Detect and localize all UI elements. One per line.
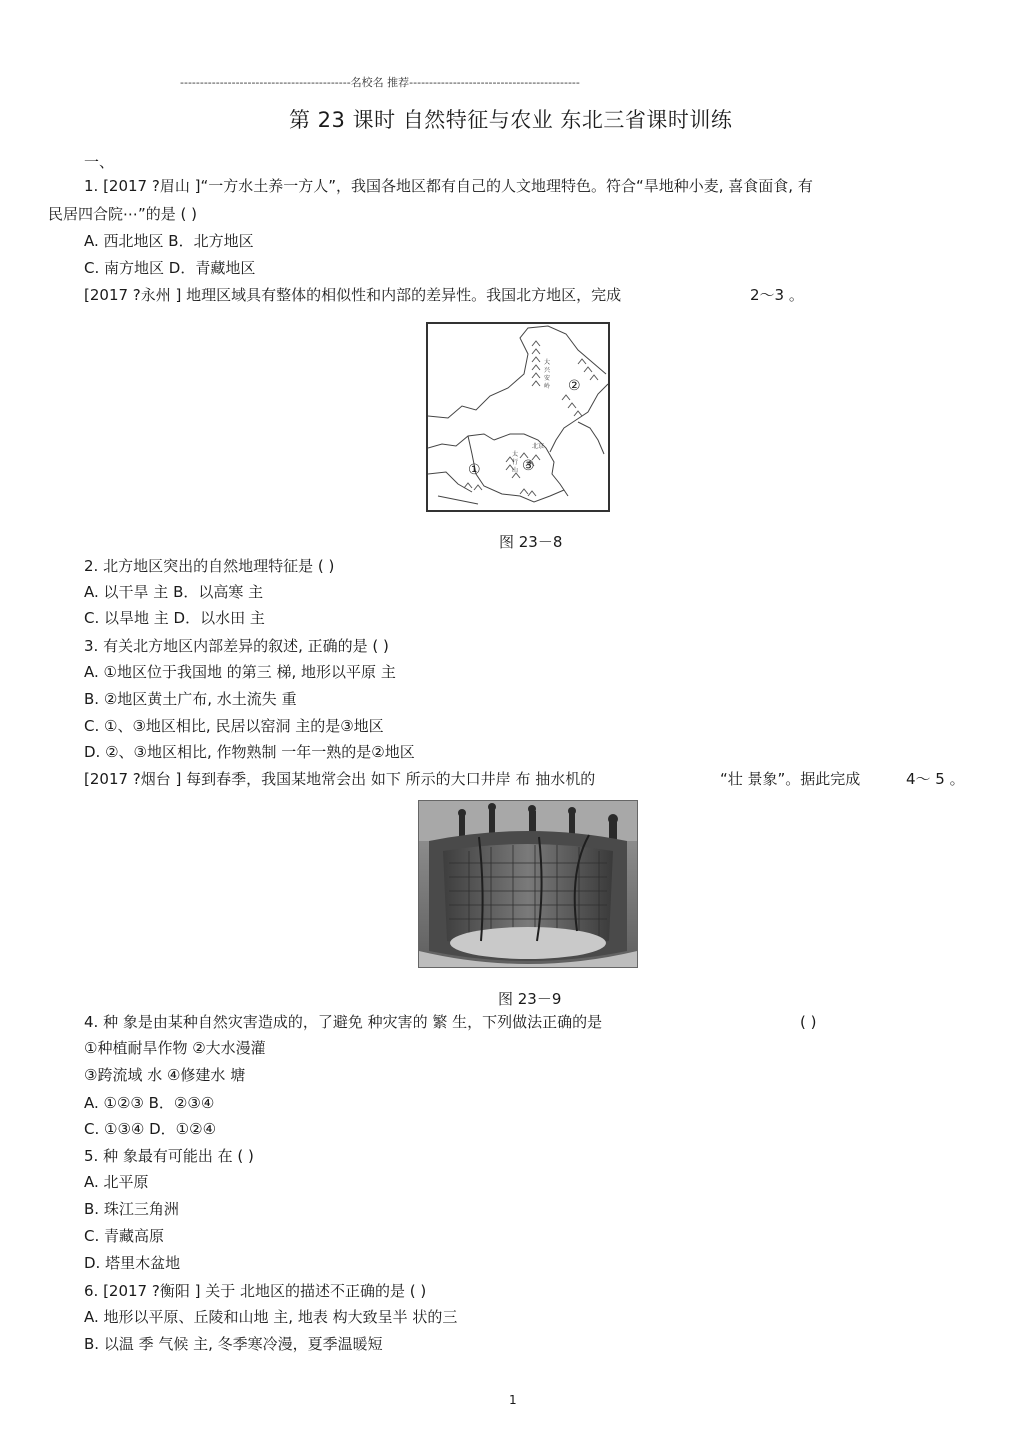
q2-stem: 2. 北方地区突出的自然地理特征是 ( ) bbox=[84, 557, 335, 575]
region-3-label: ③ bbox=[522, 458, 535, 474]
intro-2-3-range: 2～3 。 bbox=[750, 286, 804, 304]
q1-options-ab: A. 西北地区 B．北方地区 bbox=[84, 232, 254, 250]
well-photo-icon bbox=[419, 801, 637, 967]
q5-stem: 5. 种 象最有可能出 在 ( ) bbox=[84, 1147, 254, 1165]
q3-stem: 3. 有关北方地区内部差异的叙述, 正确的是 ( ) bbox=[84, 637, 389, 655]
figure-23-8-caption: 图 23－8 bbox=[499, 533, 563, 551]
map-of-northern-china-icon bbox=[428, 324, 608, 510]
page-title: 第 23 课时 自然特征与农业 东北三省课时训练 bbox=[289, 108, 733, 132]
q3-option-a: A. ①地区位于我国地 的第三 梯, 地形以平原 主 bbox=[84, 663, 396, 681]
q4-options-cd: C. ①③④ D．①②④ bbox=[84, 1120, 217, 1138]
q6-option-a: A. 地形以平原、丘陵和山地 主, 地表 构大致呈半 状的三 bbox=[84, 1308, 458, 1326]
q5-option-b: B. 珠江三角洲 bbox=[84, 1200, 179, 1218]
q1-options-cd: C. 南方地区 D．青藏地区 bbox=[84, 259, 256, 277]
q3-option-b: B. ②地区黄土广布, 水土流失 重 bbox=[84, 690, 297, 708]
q1-stem-line2: 民居四合院⋯”的是 ( ) bbox=[48, 205, 198, 223]
page-number: 1 bbox=[509, 1393, 517, 1407]
q5-option-d: D. 塔里木盆地 bbox=[84, 1254, 181, 1272]
region-1-label: ① bbox=[468, 462, 481, 478]
q4-answer-paren: ( ) bbox=[800, 1013, 817, 1031]
svg-text:北京: 北京 bbox=[532, 443, 545, 450]
svg-text:太: 太 bbox=[512, 451, 519, 458]
q5-option-c: C. 青藏高原 bbox=[84, 1227, 165, 1245]
svg-text:安: 安 bbox=[544, 375, 551, 382]
q4-measures-12: ①种植耐旱作物 ②大水漫灌 bbox=[84, 1039, 266, 1057]
svg-text:山: 山 bbox=[512, 467, 519, 474]
q3-option-c: C. ①、③地区相比, 民居以窑洞 主的是③地区 bbox=[84, 717, 384, 735]
q4-measures-34: ③跨流域 水 ④修建水 塘 bbox=[84, 1066, 246, 1084]
figure-23-9-caption: 图 23－9 bbox=[498, 990, 562, 1008]
intro-4-5-range: 4～ 5 。 bbox=[906, 770, 965, 788]
section-label: 一、 bbox=[84, 153, 115, 171]
q2-options-ab: A. 以干旱 主 B．以高寒 主 bbox=[84, 583, 264, 601]
q1-stem-line1: 1. [2017 ?眉山 ]“一方水土养一方人”，我国各地区都有自己的人文地理特色。符合“旱地种小麦, 喜食面食, 有 bbox=[84, 177, 813, 195]
svg-text:兴: 兴 bbox=[544, 367, 551, 374]
svg-text:岭: 岭 bbox=[544, 383, 551, 390]
q6-option-b: B. 以温 季 气候 主, 冬季寒冷漫，夏季温暖短 bbox=[84, 1335, 383, 1353]
q2-options-cd: C. 以旱地 主 D．以水田 主 bbox=[84, 609, 265, 627]
intro-2-3-text: [2017 ?永州 ] 地理区域具有整体的相似性和内部的差异性。我国北方地区，完成 bbox=[84, 286, 622, 304]
region-2-label: ② bbox=[568, 378, 581, 394]
intro-4-5-quote: “壮 景象”。据此完成 bbox=[720, 770, 861, 788]
q4-stem: 4. 种 象是由某种自然灾害造成的，了避免 种灾害的 繁 生，下列做法正确的是 bbox=[84, 1013, 603, 1031]
q5-option-a: A. 北平原 bbox=[84, 1173, 149, 1191]
q4-options-ab: A. ①②③ B．②③④ bbox=[84, 1094, 215, 1112]
map-figure bbox=[426, 322, 610, 512]
q6-stem: 6. [2017 ?衡阳 ] 关于 北地区的描述不正确的是 ( ) bbox=[84, 1282, 427, 1300]
svg-text:行: 行 bbox=[512, 459, 519, 466]
page-header: -------------------------------------------名校名 推荐------------------------------------------- bbox=[180, 76, 580, 89]
svg-text:大: 大 bbox=[544, 359, 551, 366]
well-photo-figure bbox=[418, 800, 638, 968]
intro-4-5-text: [2017 ?烟台 ] 每到春季，我国某地常会出 如下 所示的大口井岸 布 抽水机的 bbox=[84, 770, 596, 788]
q3-option-d: D. ②、③地区相比, 作物熟制 一年一熟的是②地区 bbox=[84, 743, 415, 761]
